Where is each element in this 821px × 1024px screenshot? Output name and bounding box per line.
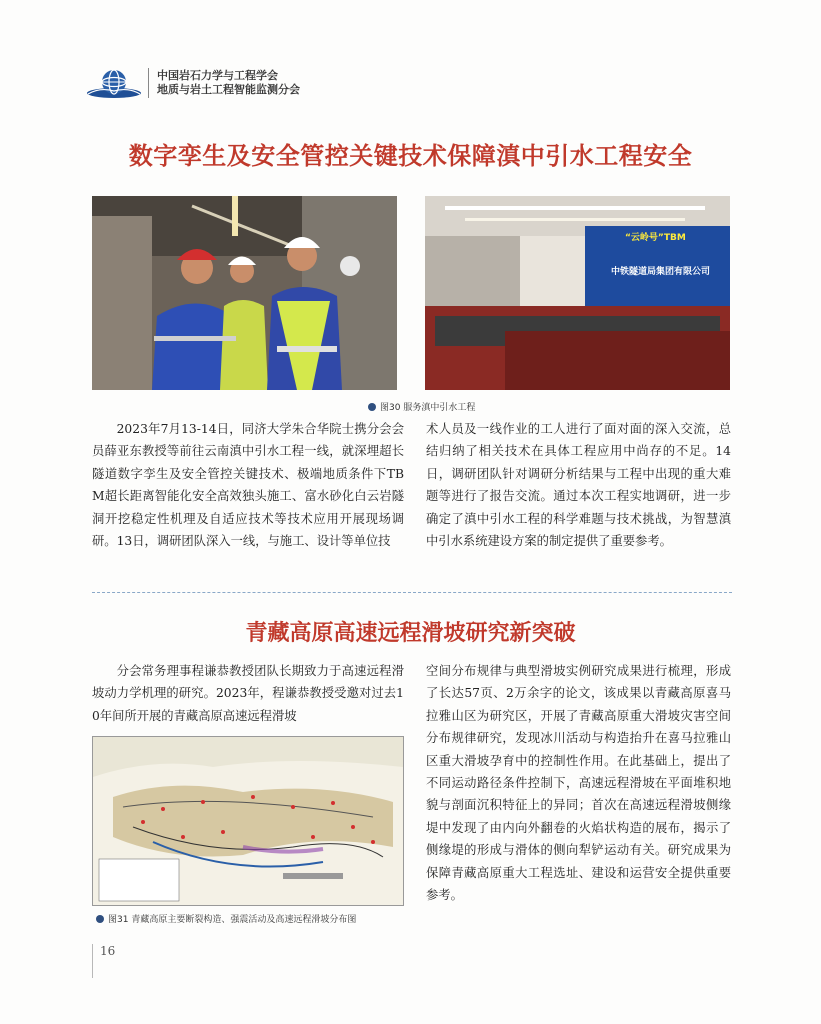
figure-31-caption-text: 图31 青藏高原主要断裂构造、强震活动及高速远程滑坡分布图 [108, 915, 357, 925]
caption-bullet-icon [368, 403, 376, 411]
figure-30-caption-text: 图30 服务滇中引水工程 [380, 403, 476, 413]
meeting-room-photo [425, 196, 730, 390]
article-2-col2-text: 空间分布规律与典型滑坡实例研究成果进行梳理，形成了长达57页、2万余字的论文，该成果以青藏高原喜马拉雅山区为研究区，开展了青藏高原重大滑坡灾害空间分布规律研究，发现冰川活动与构造抬升在喜马拉雅山区重大滑坡孕育中的控制性作用。在此基础上，提出了不同运动路径条件控制下，高速远程滑坡在平面堆积地貌与剖面沉积特征上的异同；首次在高速远程滑坡侧缘堤中发现了由内向外翻卷的火焰状构造的展布，揭示了侧缘堤的形成与滑体的侧向犁铲运动有关。研究成果为保障青藏高原重大工程选址、建设和运营安全提供重要参考。 [426, 664, 731, 903]
organization-name [157, 69, 300, 97]
meeting-banner-company: 中铁隧道局集团有限公司 [611, 267, 711, 277]
article-1-title: 数字孪生及安全管控关键技术保障滇中引水工程安全 [128, 142, 693, 170]
caption-bullet-icon [96, 915, 104, 923]
article-2-column-2 [426, 660, 731, 906]
page-number-rule [92, 944, 93, 978]
figure-31-caption [96, 912, 356, 925]
tunnel-workers-photo [92, 196, 397, 390]
article-2-title: 青藏高原高速远程滑坡研究新突破 [245, 621, 576, 646]
org-line-1: 中国岩石力学与工程学会 [157, 69, 278, 82]
meeting-banner-tbm: “云岭号”TBM [625, 233, 686, 243]
tibet-plateau-landslide-map [92, 736, 404, 906]
article-2-col1-text: 分会常务理事程谦恭教授团队长期致力于高速远程滑坡动力学机理的研究。2023年，程谦恭教授受邀对过去10年间所开展的青藏高原高速远程滑坡 [92, 664, 404, 723]
article-1-column-1 [92, 418, 404, 552]
article-2-column-1 [92, 660, 404, 727]
org-line-2: 地质与岩土工程智能监测分会 [157, 83, 300, 96]
article-1-col1-text: 2023年7月13-14日，同济大学朱合华院士携分会会员薛亚东教授等前往云南滇中引水工程一线，就深埋超长隧道数字孪生及安全管控关键技术、极端地质条件下TBM超长距离智能化安全高效独头施工、富水砂化白云岩隧洞开挖稳定性机理及自适应技术等技术应用开展现场调研。13日，调研团队深入一线，与施工、设计等单位技 [92, 422, 404, 549]
page-header [86, 66, 300, 100]
society-globe-logo [86, 67, 142, 99]
article-1-col2-text: 术人员及一线作业的工人进行了面对面的深入交流，总结归纳了相关技术在具体工程应用中尚存的不足。14日，调研团队针对调研分析结果与工程中出现的重大难题等进行了报告交流。通过本次工程实地调研，进一步确定了滇中引水工程的科学难题与技术挑战，为智慧滇中引水系统建设方案的制定提供了重要参考。 [426, 422, 731, 549]
header-divider [148, 68, 149, 98]
section-divider [92, 592, 732, 593]
figure-30-caption [368, 400, 475, 413]
article-1-column-2 [426, 418, 731, 552]
page-number: 16 [100, 944, 116, 958]
